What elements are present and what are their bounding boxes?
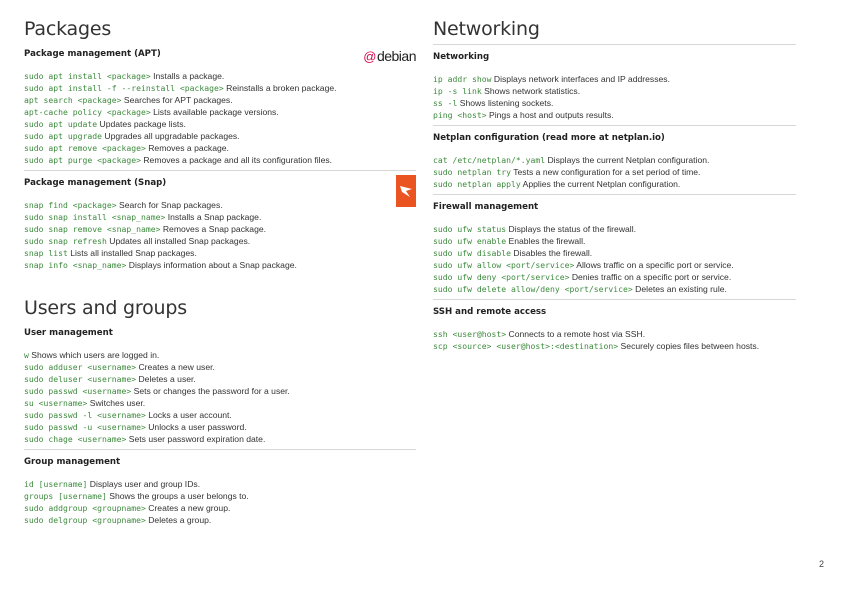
- command-item: [433, 271, 796, 283]
- command-description: Securely copies files between hosts.: [618, 341, 760, 351]
- command-code: apt-cache policy <package>: [24, 107, 151, 117]
- command-description: Pings a host and outputs results.: [486, 110, 614, 120]
- command-code: sudo apt update: [24, 119, 98, 129]
- command-code: sudo snap install <snap_name>: [24, 212, 166, 222]
- command-code: sudo passwd -u <username>: [24, 422, 146, 432]
- command-item: [24, 373, 416, 385]
- command-item: [24, 478, 416, 490]
- command-code: id [username]: [24, 479, 88, 489]
- command-code: sudo addgroup <groupname>: [24, 503, 146, 513]
- command-item: [433, 340, 796, 352]
- command-item: [24, 235, 416, 247]
- command-description: Tests a new configuration for a set period of time.: [510, 167, 701, 177]
- command-description: Creates a new user.: [136, 362, 215, 372]
- command-code: sudo adduser <username>: [24, 362, 137, 372]
- page-number: 2: [818, 559, 824, 569]
- command-item: [433, 223, 796, 235]
- networking-block: [433, 49, 796, 121]
- command-code: sudo apt upgrade: [24, 131, 102, 141]
- command-code: sudo snap remove <snap_name>: [24, 224, 161, 234]
- command-item: [433, 166, 796, 178]
- command-description: Applies the current Netplan configuration.: [520, 179, 681, 189]
- divider: [433, 194, 796, 195]
- command-description: Updates package lists.: [97, 119, 186, 129]
- command-description: Upgrades all upgradable packages.: [101, 131, 240, 141]
- command-description: Displays user and group IDs.: [87, 479, 201, 489]
- command-description: Updates all installed Snap packages.: [106, 236, 251, 246]
- packages-title: Packages: [24, 18, 112, 40]
- command-code: w: [24, 350, 29, 360]
- networking-title: Networking: [433, 18, 540, 40]
- command-item: [433, 247, 796, 259]
- command-item: [24, 409, 416, 421]
- command-code: ip -s link: [433, 86, 482, 96]
- firewall-list: [433, 223, 796, 295]
- command-code: ip addr show: [433, 74, 492, 84]
- command-description: Allows traffic on a specific port or service.: [574, 260, 734, 270]
- snapcraft-logo-icon: [396, 175, 416, 207]
- command-item: [24, 247, 416, 259]
- command-code: sudo chage <username>: [24, 434, 127, 444]
- command-item: [24, 223, 416, 235]
- command-description: Disables the firewall.: [510, 248, 593, 258]
- command-item: [24, 433, 416, 445]
- command-item: [24, 199, 416, 211]
- group-mgmt-list: [24, 478, 416, 526]
- command-description: Search for Snap packages.: [116, 200, 223, 210]
- command-code: sudo ufw allow <port/service>: [433, 260, 575, 270]
- command-code: sudo ufw disable: [433, 248, 511, 258]
- command-description: Shows which users are logged in.: [28, 350, 160, 360]
- command-item: [24, 154, 416, 166]
- divider: [24, 170, 416, 171]
- command-description: Unlocks a user password.: [145, 422, 247, 432]
- snap-arrow-icon: [399, 184, 413, 198]
- netplan-block: [433, 130, 796, 190]
- ssh-block: [433, 304, 796, 352]
- command-description: Removes a package.: [145, 143, 229, 153]
- command-description: Displays the status of the firewall.: [506, 224, 637, 234]
- command-code: sudo ufw status: [433, 224, 507, 234]
- command-item: [24, 118, 416, 130]
- divider: [433, 299, 796, 300]
- user-mgmt-block: [24, 325, 416, 445]
- command-code: su <username>: [24, 398, 88, 408]
- command-description: Sets or changes the password for a user.: [131, 386, 290, 396]
- command-description: Removes a Snap package.: [160, 224, 267, 234]
- command-item: [433, 328, 796, 340]
- networking-list: [433, 73, 796, 121]
- command-item: [24, 421, 416, 433]
- command-item: [24, 385, 416, 397]
- command-description: Lists all installed Snap packages.: [67, 248, 197, 258]
- command-code: sudo apt install -f --reinstall <package>: [24, 83, 224, 93]
- command-description: Installs a package.: [150, 71, 225, 81]
- command-item: [433, 154, 796, 166]
- command-code: apt search <package>: [24, 95, 122, 105]
- command-item: [24, 106, 416, 118]
- command-item: [24, 514, 416, 526]
- command-description: Locks a user account.: [145, 410, 232, 420]
- command-code: sudo ufw enable: [433, 236, 507, 246]
- left-column: [24, 18, 416, 526]
- debian-swirl-icon: @: [363, 49, 376, 64]
- command-code: sudo deluser <username>: [24, 374, 137, 384]
- command-code: sudo delgroup <groupname>: [24, 515, 146, 525]
- apt-block: [24, 46, 416, 166]
- command-description: Creates a new group.: [145, 503, 231, 513]
- apt-list: [24, 70, 416, 166]
- command-code: snap find <package>: [24, 200, 117, 210]
- command-code: snap list: [24, 248, 68, 258]
- command-code: sudo passwd <username>: [24, 386, 132, 396]
- command-description: Reinstalls a broken package.: [223, 83, 337, 93]
- command-item: [24, 502, 416, 514]
- command-code: sudo apt remove <package>: [24, 143, 146, 153]
- command-item: [433, 97, 796, 109]
- command-code: scp <source> <user@host>:<destination>: [433, 341, 619, 351]
- command-item: [24, 130, 416, 142]
- ssh-heading: SSH and remote access: [433, 307, 547, 317]
- command-item: [433, 235, 796, 247]
- command-item: [433, 109, 796, 121]
- command-item: [433, 178, 796, 190]
- command-code: cat /etc/netplan/*.yaml: [433, 155, 546, 165]
- command-description: Deletes a group.: [145, 515, 212, 525]
- debian-logo-icon: @debian: [363, 48, 416, 64]
- command-item: [24, 349, 416, 361]
- command-item: [24, 361, 416, 373]
- snap-heading: Package management (Snap): [24, 178, 167, 188]
- command-code: sudo ufw delete allow/deny <port/service>: [433, 284, 633, 294]
- command-code: sudo apt install <package>: [24, 71, 151, 81]
- command-code: ssh <user@host>: [433, 329, 507, 339]
- command-description: Removes a package and all its configuration files.: [140, 155, 333, 165]
- command-code: sudo passwd -l <username>: [24, 410, 146, 420]
- command-code: sudo netplan try: [433, 167, 511, 177]
- divider: [433, 44, 796, 45]
- snap-list: [24, 199, 416, 271]
- command-item: [24, 142, 416, 154]
- ssh-list: [433, 328, 796, 352]
- command-description: Installs a Snap package.: [165, 212, 262, 222]
- command-description: Displays information about a Snap package.: [126, 260, 297, 270]
- command-item: [24, 82, 416, 94]
- command-item: [24, 94, 416, 106]
- command-code: sudo netplan apply: [433, 179, 521, 189]
- netplan-heading: Netplan configuration (read more at netplan.io): [433, 133, 665, 143]
- command-item: [24, 397, 416, 409]
- command-item: [433, 259, 796, 271]
- command-item: [24, 259, 416, 271]
- command-description: Displays network interfaces and IP addresses.: [491, 74, 670, 84]
- command-description: Enables the firewall.: [506, 236, 586, 246]
- users-groups-title: Users and groups: [24, 297, 187, 319]
- divider: [433, 125, 796, 126]
- group-mgmt-heading: Group management: [24, 457, 121, 467]
- command-code: sudo ufw deny <port/service>: [433, 272, 570, 282]
- command-code: ss -l: [433, 98, 458, 108]
- command-code: snap info <snap_name>: [24, 260, 127, 270]
- command-item: [433, 85, 796, 97]
- command-description: Deletes an existing rule.: [632, 284, 727, 294]
- command-description: Deletes a user.: [136, 374, 196, 384]
- group-mgmt-block: [24, 454, 416, 526]
- user-mgmt-heading: User management: [24, 328, 113, 338]
- apt-heading: Package management (APT): [24, 49, 161, 59]
- networking-heading: Networking: [433, 52, 490, 62]
- command-description: Searches for APT packages.: [121, 95, 233, 105]
- right-column: [433, 18, 796, 352]
- command-description: Sets user password expiration date.: [126, 434, 266, 444]
- divider: [24, 449, 416, 450]
- snap-block: [24, 175, 416, 271]
- user-mgmt-list: [24, 349, 416, 445]
- command-item: [433, 73, 796, 85]
- command-item: [433, 283, 796, 295]
- firewall-block: [433, 199, 796, 295]
- command-description: Switches user.: [87, 398, 146, 408]
- command-code: sudo snap refresh: [24, 236, 107, 246]
- command-description: Shows listening sockets.: [457, 98, 554, 108]
- command-item: [24, 70, 416, 82]
- command-item: [24, 490, 416, 502]
- command-item: [24, 211, 416, 223]
- command-description: Shows the groups a user belongs to.: [106, 491, 249, 501]
- netplan-list: [433, 154, 796, 190]
- command-code: groups [username]: [24, 491, 107, 501]
- command-description: Denies traffic on a specific port or service.: [569, 272, 732, 282]
- command-description: Lists available package versions.: [150, 107, 279, 117]
- command-description: Displays the current Netplan configuration.: [545, 155, 710, 165]
- command-description: Connects to a remote host via SSH.: [506, 329, 646, 339]
- command-description: Shows network statistics.: [481, 86, 581, 96]
- command-code: sudo apt purge <package>: [24, 155, 141, 165]
- command-code: ping <host>: [433, 110, 487, 120]
- firewall-heading: Firewall management: [433, 202, 539, 212]
